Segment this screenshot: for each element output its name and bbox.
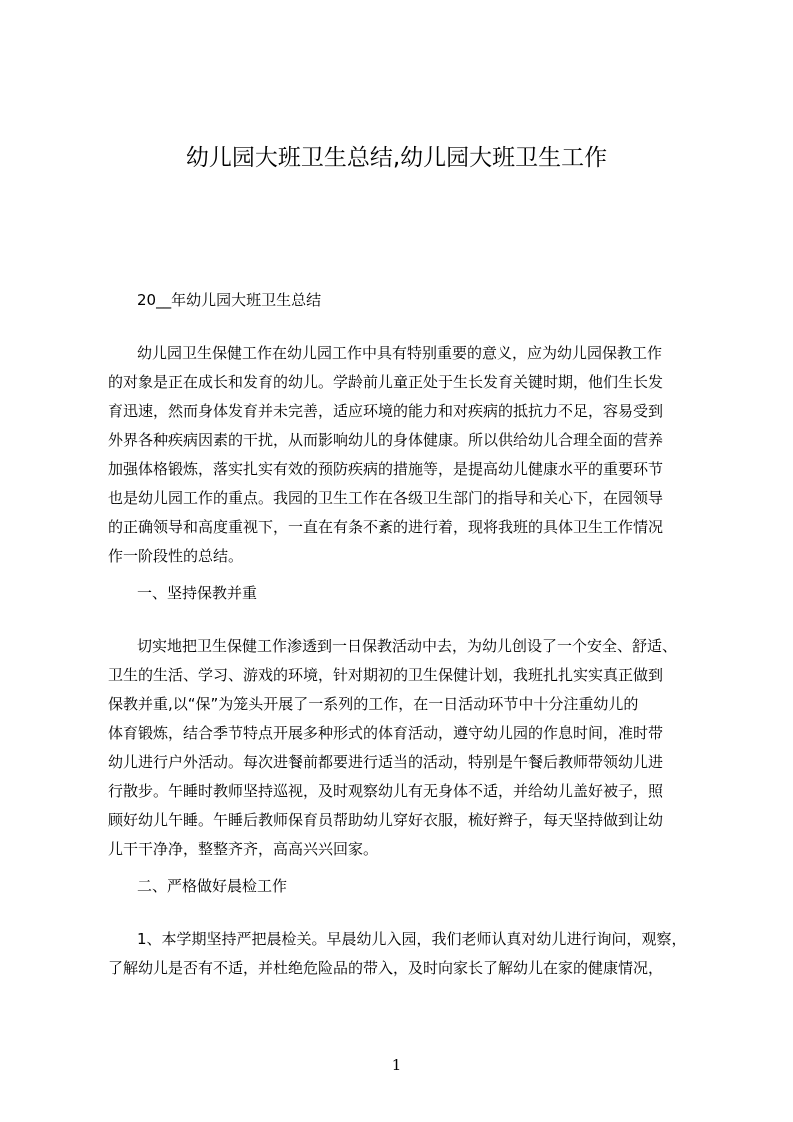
paragraph-1-line-3: 育迅速，然而身体发育并未完善，适应环境的能力和对疾病的抵抗力不足，容易受到: [108, 402, 664, 420]
paragraph-3-line-2: 了解幼儿是否有不适，并杜绝危险品的带入，及时向家长了解幼儿在家的健康情况，: [108, 959, 664, 977]
paragraph-2-line-6: 行散步。午睡时教师坚持巡视，及时观察幼儿有无身体不适，并给幼儿盖好被子，照: [108, 782, 664, 800]
section-heading-2: 二、严格做好晨检工作: [137, 877, 288, 895]
paragraph-2-line-8: 儿干干净净，整整齐齐，高高兴兴回家。: [108, 840, 379, 858]
paragraph-1-line-4: 外界各种疾病因素的干扰，从而影响幼儿的身体健康。所以供给幼儿合理全面的营养: [108, 431, 664, 449]
paragraph-2-line-2: 卫生的生活、学习、游戏的环境，针对期初的卫生保健计划，我班扎扎实实真正做到: [108, 666, 664, 684]
section-subtitle: 20__年幼儿园大班卫生总结: [137, 291, 322, 309]
page-number: 1: [391, 1056, 402, 1074]
paragraph-1-line-7: 的正确领导和高度重视下，一直在有条不紊的进行着，现将我班的具体卫生工作情况: [108, 518, 664, 536]
paragraph-2-line-4: 体育锻炼，结合季节特点开展多种形式的体育活动，遵守幼儿园的作息时间，准时带: [108, 724, 664, 742]
paragraph-3-line-1: 1、本学期坚持严把晨检关。早晨幼儿入园，我们老师认真对幼儿进行询问，观察，: [137, 930, 687, 948]
section-heading-1: 一、坚持保教并重: [137, 584, 258, 602]
paragraph-2-line-5: 幼儿进行户外活动。每次进餐前都要进行适当的活动，特别是午餐后教师带领幼儿进: [108, 753, 664, 771]
paragraph-2-line-1: 切实地把卫生保健工作渗透到一日保教活动中去，为幼儿创设了一个安全、舒适、: [137, 637, 678, 655]
paragraph-1-line-8: 作一阶段性的总结。: [108, 547, 244, 565]
paragraph-1-line-5: 加强体格锻炼，落实扎实有效的预防疾病的措施等，是提高幼儿健康水平的重要环节: [108, 460, 664, 478]
paragraph-2-line-3: 保教并重,以“保”为笼头开展了一系列的工作，在一日活动环节中十分注重幼儿的: [108, 695, 639, 713]
paragraph-2-line-7: 顾好幼儿午睡。午睡后教师保育员帮助幼儿穿好衣服，梳好辫子，每天坚持做到让幼: [108, 811, 664, 829]
paragraph-1-line-6: 也是幼儿园工作的重点。我园的卫生工作在各级卫生部门的指导和关心下，在园领导: [108, 489, 664, 507]
document-title: 幼儿园大班卫生总结,幼儿园大班卫生工作: [185, 145, 608, 171]
paragraph-1-line-2: 的对象是正在成长和发育的幼儿。学龄前儿童正处于生长发育关键时期，他们生长发: [108, 373, 664, 391]
paragraph-1-line-1: 幼儿园卫生保健工作在幼儿园工作中具有特别重要的意义，应为幼儿园保教工作: [137, 344, 663, 362]
